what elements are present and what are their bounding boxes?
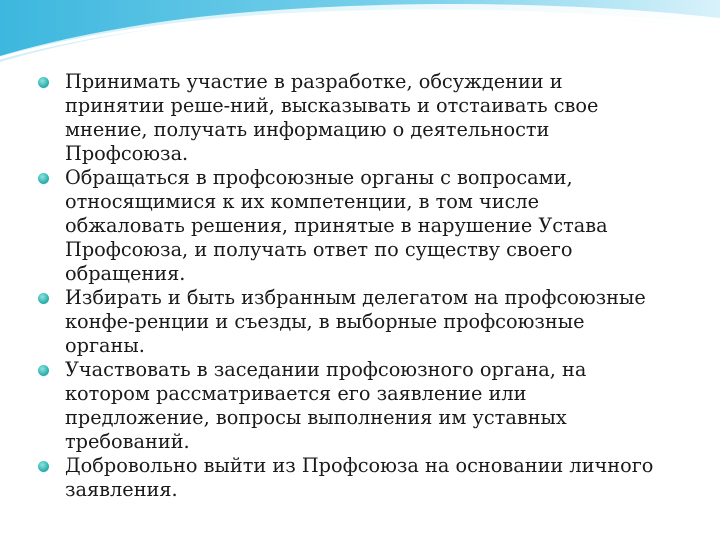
list-item-text: Избирать и быть избранным делегатом на профсоюзные конфе-ренции и съезды, в выборные профсоюзные органы. — [65, 286, 646, 357]
list-item-text: Добровольно выйти из Профсоюза на основании личного заявления. — [65, 454, 654, 501]
list-item — [38, 166, 658, 286]
list-item — [38, 454, 658, 502]
teal-circle-bullet-icon — [38, 77, 49, 88]
teal-circle-bullet-icon — [38, 461, 49, 472]
teal-circle-bullet-icon — [38, 365, 49, 376]
list-item — [38, 70, 658, 166]
list-item — [38, 358, 658, 454]
list-item-text: Обращаться в профсоюзные органы с вопросами, относящимися к их компетенции, в том числе обжаловать решения, принятые в нарушение Устава Профсоюза, и получать ответ по существу своего обращения. — [65, 166, 608, 285]
list-item — [38, 286, 658, 358]
header-wave-decoration — [0, 0, 720, 80]
teal-circle-bullet-icon — [38, 173, 49, 184]
rights-list — [38, 70, 658, 502]
list-item-text: Участвовать в заседании профсоюзного органа, на котором рассматривается его заявление или предложение, вопросы выполнения им уставных требований. — [65, 358, 587, 453]
list-item-text: Принимать участие в разработке, обсуждении и принятии реше-ний, высказывать и отстаивать свое мнение, получать информацию о деятельности Профсоюза. — [65, 70, 599, 165]
teal-circle-bullet-icon — [38, 293, 49, 304]
